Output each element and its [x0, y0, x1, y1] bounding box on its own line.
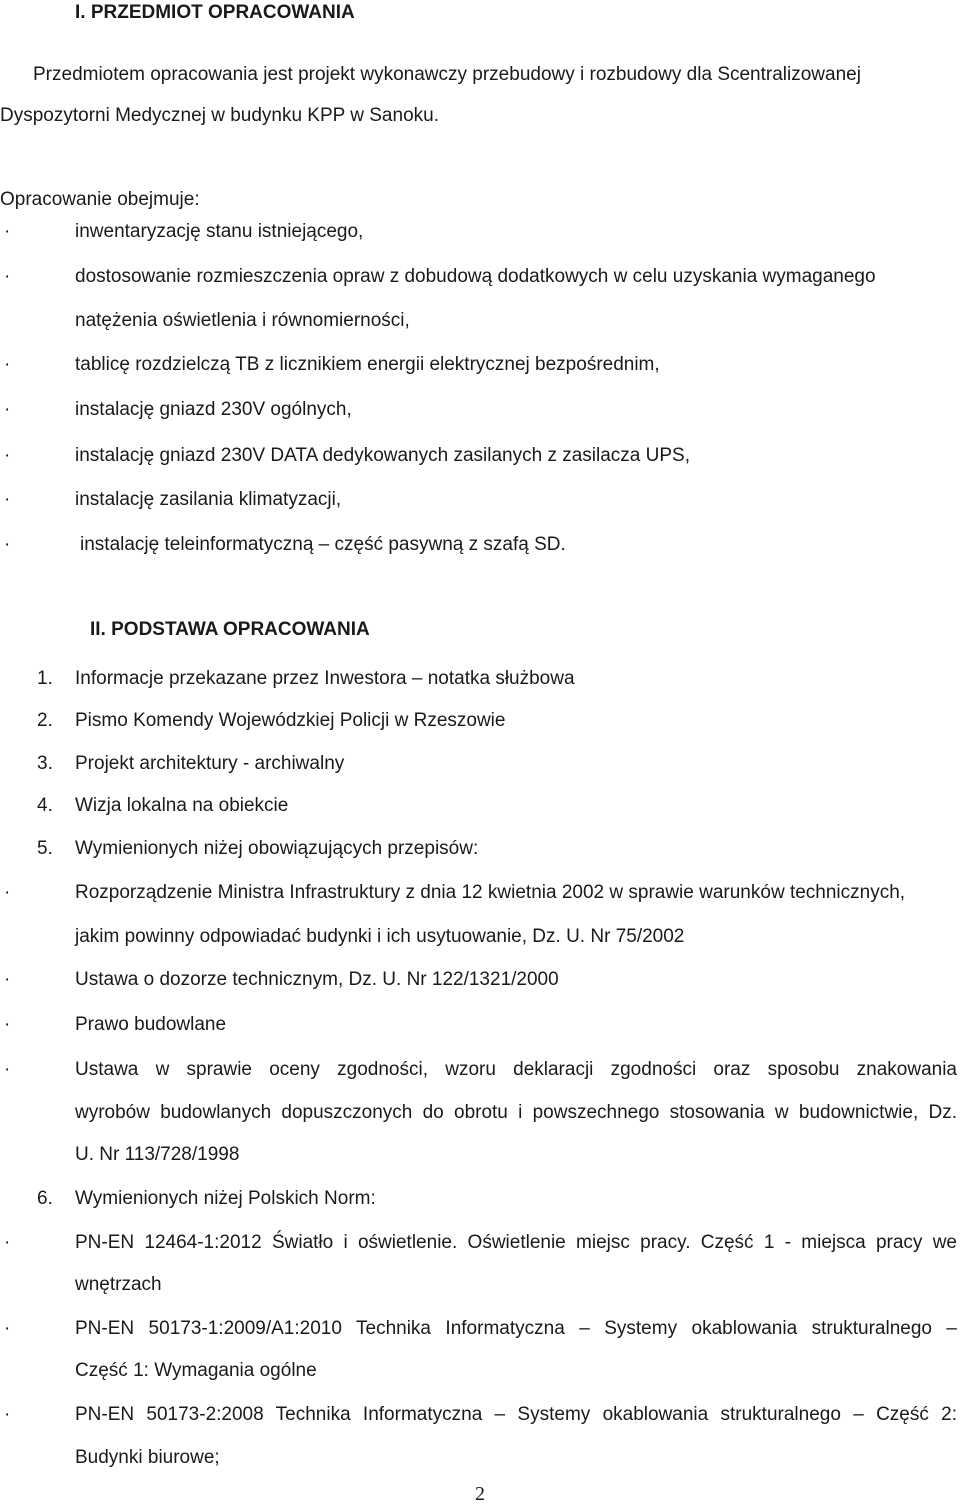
regulation-4-line-2: wyrobów budowlanych dopuszczonych do obrotu i powszechnego stosowania w budownictwie, Dz. [75, 1102, 957, 1123]
regulation-2: Ustawa o dozorze technicznym, Dz. U. Nr 122/1321/2000 [75, 969, 559, 990]
bullet-icon: · [4, 1404, 11, 1425]
scope-item-3: tablicę rozdzielczą TB z licznikiem energii elektrycznej bezpośrednim, [75, 354, 660, 375]
bullet-icon: · [4, 1232, 11, 1253]
page-number: 2 [475, 1483, 485, 1505]
basis-item-4-number: 4. [37, 795, 53, 816]
scope-label: Opracowanie obejmuje: [0, 189, 200, 210]
regulation-4-line-3: U. Nr 113/728/1998 [75, 1144, 240, 1165]
basis-item-3-number: 3. [37, 753, 53, 774]
norm-2-line-2: Część 1: Wymagania ogólne [75, 1360, 317, 1381]
scope-item-7: instalację teleinformatyczną – część pasywną z szafą SD. [80, 534, 566, 555]
scope-item-2-line-1: dostosowanie rozmieszczenia opraw z dobudową dodatkowych w celu uzyskania wymaganego [75, 266, 876, 287]
basis-item-6: Wymienionych niżej Polskich Norm: [75, 1188, 376, 1209]
intro-paragraph-line-1: Przedmiotem opracowania jest projekt wykonawczy przebudowy i rozbudowy dla Scentralizowanej [33, 64, 861, 85]
basis-item-6-number: 6. [37, 1188, 53, 1209]
bullet-icon: · [4, 489, 11, 510]
basis-item-2: Pismo Komendy Wojewódzkiej Policji w Rzeszowie [75, 710, 506, 731]
basis-item-4: Wizja lokalna na obiekcie [75, 795, 289, 816]
basis-item-1-number: 1. [37, 668, 53, 689]
intro-paragraph-line-2: Dyspozytorni Medycznej w budynku KPP w Sanoku. [0, 105, 439, 126]
norm-3-line-2: Budynki biurowe; [75, 1447, 220, 1468]
norm-2-line-1: PN-EN 50173-1:2009/A1:2010 Technika Informatyczna – Systemy okablowania strukturalnego – [75, 1318, 957, 1339]
basis-item-5: Wymienionych niżej obowiązujących przepisów: [75, 838, 479, 859]
section-2-heading: II. PODSTAWA OPRACOWANIA [90, 619, 370, 640]
regulation-4-line-1: Ustawa w sprawie oceny zgodności, wzoru deklaracji zgodności oraz sposobu znakowania [75, 1059, 957, 1080]
scope-item-6: instalację zasilania klimatyzacji, [75, 489, 342, 510]
bullet-icon: · [4, 969, 11, 990]
bullet-icon: · [4, 882, 11, 903]
bullet-icon: · [4, 354, 11, 375]
basis-item-2-number: 2. [37, 710, 53, 731]
regulation-1-line-1: Rozporządzenie Ministra Infrastruktury z dnia 12 kwietnia 2002 w sprawie warunków technicznych, [75, 882, 906, 903]
norm-3-line-1: PN-EN 50173-2:2008 Technika Informatyczna – Systemy okablowania strukturalnego – Część 2: [75, 1404, 957, 1425]
regulation-1-line-2: jakim powinny odpowiadać budynki i ich usytuowanie, Dz. U. Nr 75/2002 [75, 926, 685, 947]
norm-1-line-2: wnętrzach [75, 1274, 162, 1295]
regulation-3: Prawo budowlane [75, 1014, 227, 1035]
bullet-icon: · [4, 1318, 11, 1339]
bullet-icon: · [4, 445, 11, 466]
bullet-icon: · [4, 266, 11, 287]
section-1-heading: I. PRZEDMIOT OPRACOWANIA [75, 2, 355, 23]
bullet-icon: · [4, 534, 11, 555]
basis-item-5-number: 5. [37, 838, 53, 859]
scope-item-2-line-2: natężenia oświetlenia i równomierności, [75, 310, 410, 331]
scope-item-1: inwentaryzację stanu istniejącego, [75, 221, 364, 242]
norm-1-line-1: PN-EN 12464-1:2012 Światło i oświetlenie. Oświetlenie miejsc pracy. Część 1 - miejsca pracy we [75, 1232, 957, 1253]
scope-item-4: instalację gniazd 230V ogólnych, [75, 399, 352, 420]
bullet-icon: · [4, 1014, 11, 1035]
bullet-icon: · [4, 399, 11, 420]
basis-item-1: Informacje przekazane przez Inwestora – notatka służbowa [75, 668, 575, 689]
basis-item-3: Projekt architektury - archiwalny [75, 753, 345, 774]
bullet-icon: · [4, 221, 11, 242]
bullet-icon: · [4, 1059, 11, 1080]
scope-item-5: instalację gniazd 230V DATA dedykowanych zasilanych z zasilacza UPS, [75, 445, 690, 466]
